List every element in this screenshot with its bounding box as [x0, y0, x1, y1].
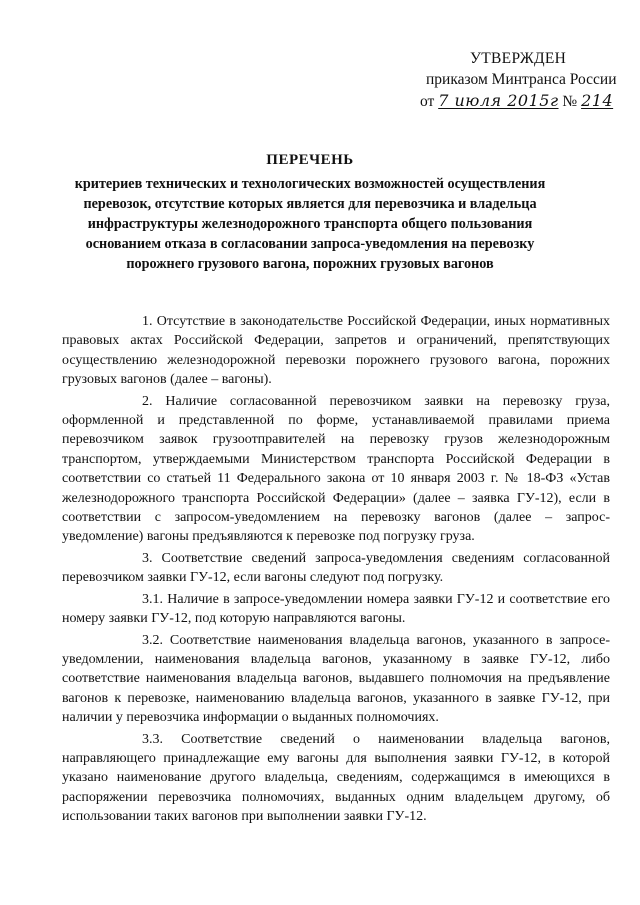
- approval-order: приказом Минтранса России: [426, 71, 617, 88]
- item-text: Отсутствие в законодательстве Российской Федерации, иных нормативных правовых актах Российской Федерации, запретов и ограничений, препятствующих осуществлению железнодорожной перевозки порожнего грузового вагона, порожних грузовых вагонов (далее – вагоны).: [62, 314, 611, 388]
- item-text: Соответствие сведений о наименовании владельца вагонов, направляющего принадлежащие ему вагоны для выполнения заявки ГУ-12, в которой указано наименование другого владельца, сведениям, содержащимся в имеющихся в распоряжении перевозчика полномочиях, выданных одним владельцем другому, об использовании таких вагонов при выполнении заявки ГУ-12.: [62, 731, 611, 825]
- number-prefix: №: [562, 93, 578, 110]
- item-text: Наличие в запросе-уведомлении номера заявки ГУ-12 и соответствие его номеру заявки ГУ-12, под которую направляются вагоны.: [62, 591, 611, 627]
- document-title: [60, 150, 560, 274]
- title-subheading: критериев технических и технологических возможностей осуществления перевозок, отсутствие которых является для перевозчика и владельца инфраструктуры железнодорожного транспорта общего пользования основанием отказа в согласовании запроса-уведомления на перевозку порожнего грузового вагона, порожних грузовых вагонов: [74, 176, 546, 272]
- item-text: Наличие согласованной перевозчиком заявки на перевозку груза, оформленной и представленной по форме, устанавливаемой правилами приема перевозчиком заявок грузоотправителей на перевозку грузов железнодорожным транспортом, утверждаемыми Министерством транспорта Российской Федерации в соответствии со статьей 11 Федерального закона от 10 января 2003 г. № 18-ФЗ «Устав железнодорожного транспорта Российской Федерации» (далее – заявка ГУ-12), если в соответствии с запросом-уведомлением на перевозку вагонов (далее – запрос-уведомление) вагоны предъявляются к перевозке под погрузку груза.: [62, 393, 611, 545]
- title-heading: ПЕРЕЧЕНЬ: [266, 152, 354, 168]
- list-item: [62, 730, 610, 827]
- list-item: [62, 590, 610, 629]
- item-number: 3.2.: [142, 632, 163, 648]
- item-number: 3.3.: [142, 731, 163, 747]
- approval-date-line: [420, 90, 630, 112]
- list-item: [62, 312, 610, 390]
- date-prefix: от: [420, 93, 435, 110]
- list-item: [62, 392, 610, 547]
- list-item: [62, 549, 610, 588]
- item-text: Соответствие сведений запроса-уведомления сведениям согласованной перевозчиком заявки ГУ-12, если вагоны следуют под погрузку.: [62, 550, 610, 586]
- item-number: 3.: [142, 550, 153, 566]
- handwritten-date: 7 июля 2015г: [438, 91, 559, 110]
- approval-stamp: [420, 48, 630, 112]
- item-text: Соответствие наименования владельца вагонов, указанного в запросе-уведомлении, наименования владельца вагонов, указанному в заявке ГУ-12, либо соответствие наименования владельца вагонов, выдавшего полномочия на предъявление вагонов к перевозке, наименованию владельца вагонов, указанного в заявке ГУ-12, при наличии у перевозчика информации о выданных полномочиях.: [62, 632, 610, 726]
- handwritten-number: 214: [581, 91, 614, 110]
- approval-title: УТВЕРЖДЕН: [470, 50, 567, 67]
- list-item: [62, 631, 610, 728]
- item-number: 2.: [142, 393, 153, 409]
- document-body: [62, 312, 610, 829]
- item-number: 3.1.: [142, 591, 163, 607]
- item-number: 1.: [142, 314, 153, 329]
